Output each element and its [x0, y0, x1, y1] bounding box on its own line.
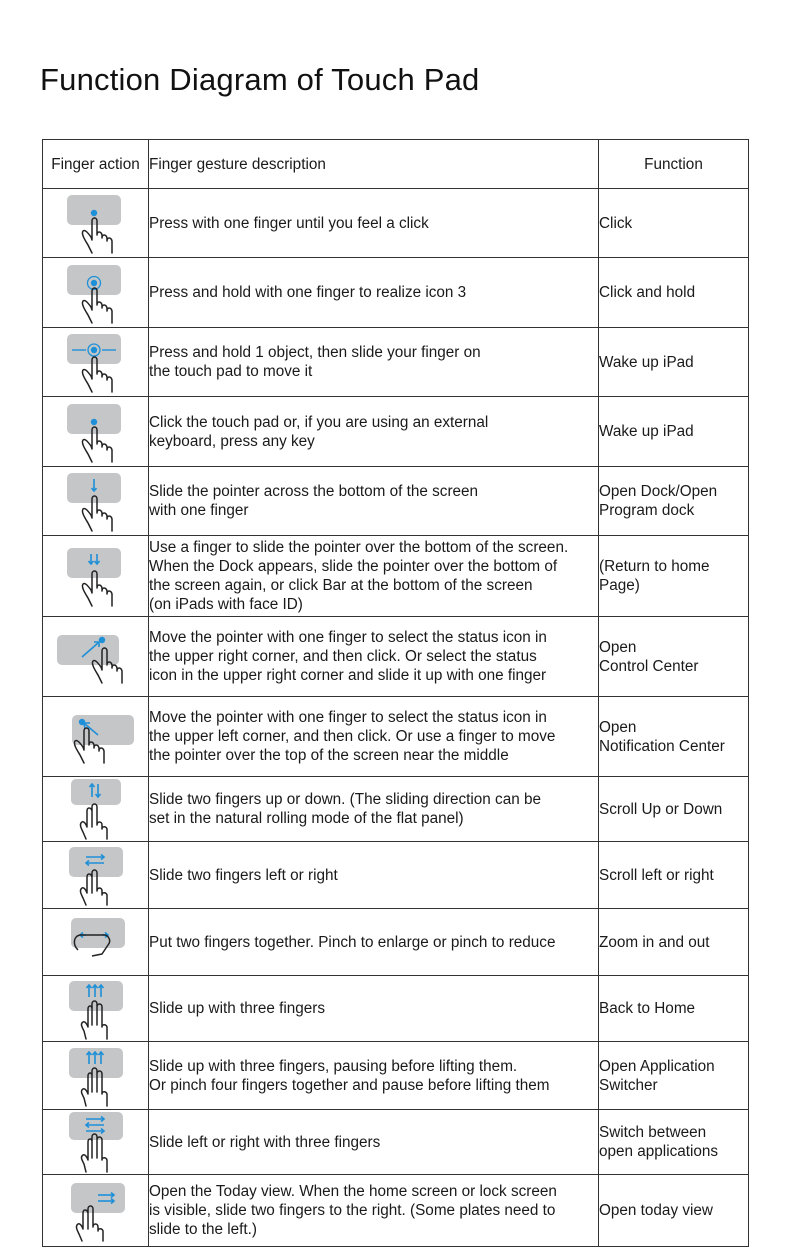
table-row — [43, 536, 749, 617]
finger-action-cell — [43, 1175, 149, 1247]
gesture-function: Wake up iPad — [599, 328, 749, 397]
one-finger-top-right-icon — [52, 625, 140, 689]
one-finger-press-icon — [52, 191, 140, 255]
one-finger-hold-icon — [52, 261, 140, 325]
gesture-description: Move the pointer with one finger to select the status icon in the upper right corner, and then click. Or select the status icon in the upper right corner and slide it up with one finger — [149, 617, 599, 697]
gesture-description: Slide up with three fingers — [149, 976, 599, 1042]
two-finger-scroll-horizontal-icon — [52, 843, 140, 907]
gesture-description: Click the touch pad or, if you are using an external keyboard, press any key — [149, 397, 599, 467]
page-title: Function Diagram of Touch Pad — [40, 62, 480, 97]
gesture-description: Use a finger to slide the pointer over the bottom of the screen. When the Dock appears, slide the pointer over the bottom of the screen again, or click Bar at the bottom of the screen (on iPads with face ID) — [149, 536, 599, 617]
header-description: Finger gesture description — [149, 140, 599, 189]
table-row — [43, 467, 749, 536]
gesture-function: Click and hold — [599, 258, 749, 328]
one-finger-double-swipe-down-icon — [52, 544, 140, 608]
table-row — [43, 777, 749, 842]
gesture-description: Move the pointer with one finger to select the status icon in the upper left corner, and then click. Or use a finger to move the pointer over the top of the screen near the middle — [149, 697, 599, 777]
three-finger-swipe-up-icon — [52, 977, 140, 1041]
gesture-description: Slide up with three fingers, pausing before lifting them. Or pinch four fingers together and pause before lifting them — [149, 1042, 599, 1110]
table-row — [43, 1042, 749, 1110]
finger-action-cell — [43, 617, 149, 697]
gesture-description: Press and hold 1 object, then slide your finger on the touch pad to move it — [149, 328, 599, 397]
gesture-table — [42, 139, 749, 1247]
finger-action-cell — [43, 258, 149, 328]
gesture-function: Back to Home — [599, 976, 749, 1042]
table-row — [43, 617, 749, 697]
table-row — [43, 258, 749, 328]
gesture-function: Scroll Up or Down — [599, 777, 749, 842]
one-finger-top-left-icon — [52, 705, 140, 769]
gesture-function: Open Notification Center — [599, 697, 749, 777]
gesture-function: Open Application Switcher — [599, 1042, 749, 1110]
table-header-row — [43, 140, 749, 189]
table-row — [43, 1110, 749, 1175]
table-row — [43, 976, 749, 1042]
finger-action-cell — [43, 842, 149, 909]
finger-action-cell — [43, 697, 149, 777]
gesture-function: Wake up iPad — [599, 397, 749, 467]
table-row — [43, 697, 749, 777]
finger-action-cell — [43, 909, 149, 976]
gesture-function: Open today view — [599, 1175, 749, 1247]
gesture-function: (Return to home Page) — [599, 536, 749, 617]
one-finger-drag-icon — [52, 330, 140, 394]
table-row — [43, 189, 749, 258]
gesture-function: Open Dock/Open Program dock — [599, 467, 749, 536]
finger-action-cell — [43, 328, 149, 397]
header-function: Function — [599, 140, 749, 189]
gesture-description: Slide two fingers up or down. (The sliding direction can be set in the natural rolling mode of the flat panel) — [149, 777, 599, 842]
two-finger-swipe-right-icon — [52, 1179, 140, 1243]
pinch-zoom-icon — [52, 910, 140, 974]
finger-action-cell — [43, 397, 149, 467]
finger-action-cell — [43, 1042, 149, 1110]
table-row — [43, 909, 749, 976]
gesture-description: Open the Today view. When the home screen or lock screen is visible, slide two fingers to the right. (Some plates need to slide to the left.) — [149, 1175, 599, 1247]
gesture-function: Scroll left or right — [599, 842, 749, 909]
finger-action-cell — [43, 189, 149, 258]
table-row — [43, 328, 749, 397]
gesture-description: Press and hold with one finger to realize icon 3 — [149, 258, 599, 328]
gesture-description: Put two fingers together. Pinch to enlarge or pinch to reduce — [149, 909, 599, 976]
finger-action-cell — [43, 976, 149, 1042]
gesture-description: Slide two fingers left or right — [149, 842, 599, 909]
finger-action-cell — [43, 536, 149, 617]
three-finger-swipe-up-pause-icon — [52, 1044, 140, 1108]
gesture-function: Zoom in and out — [599, 909, 749, 976]
table-row — [43, 1175, 749, 1247]
finger-action-cell — [43, 1110, 149, 1175]
table-row — [43, 842, 749, 909]
one-finger-tap-icon — [52, 400, 140, 464]
gesture-description: Slide the pointer across the bottom of the screen with one finger — [149, 467, 599, 536]
gesture-description: Press with one finger until you feel a click — [149, 189, 599, 258]
two-finger-scroll-vertical-icon — [52, 777, 140, 841]
gesture-function: Click — [599, 189, 749, 258]
header-finger-action: Finger action — [43, 140, 149, 189]
gesture-function: Switch between open applications — [599, 1110, 749, 1175]
table-row — [43, 397, 749, 467]
gesture-function: Open Control Center — [599, 617, 749, 697]
gesture-description: Slide left or right with three fingers — [149, 1110, 599, 1175]
three-finger-swipe-horizontal-icon — [52, 1110, 140, 1174]
finger-action-cell — [43, 777, 149, 842]
one-finger-swipe-down-icon — [52, 469, 140, 533]
finger-action-cell — [43, 467, 149, 536]
